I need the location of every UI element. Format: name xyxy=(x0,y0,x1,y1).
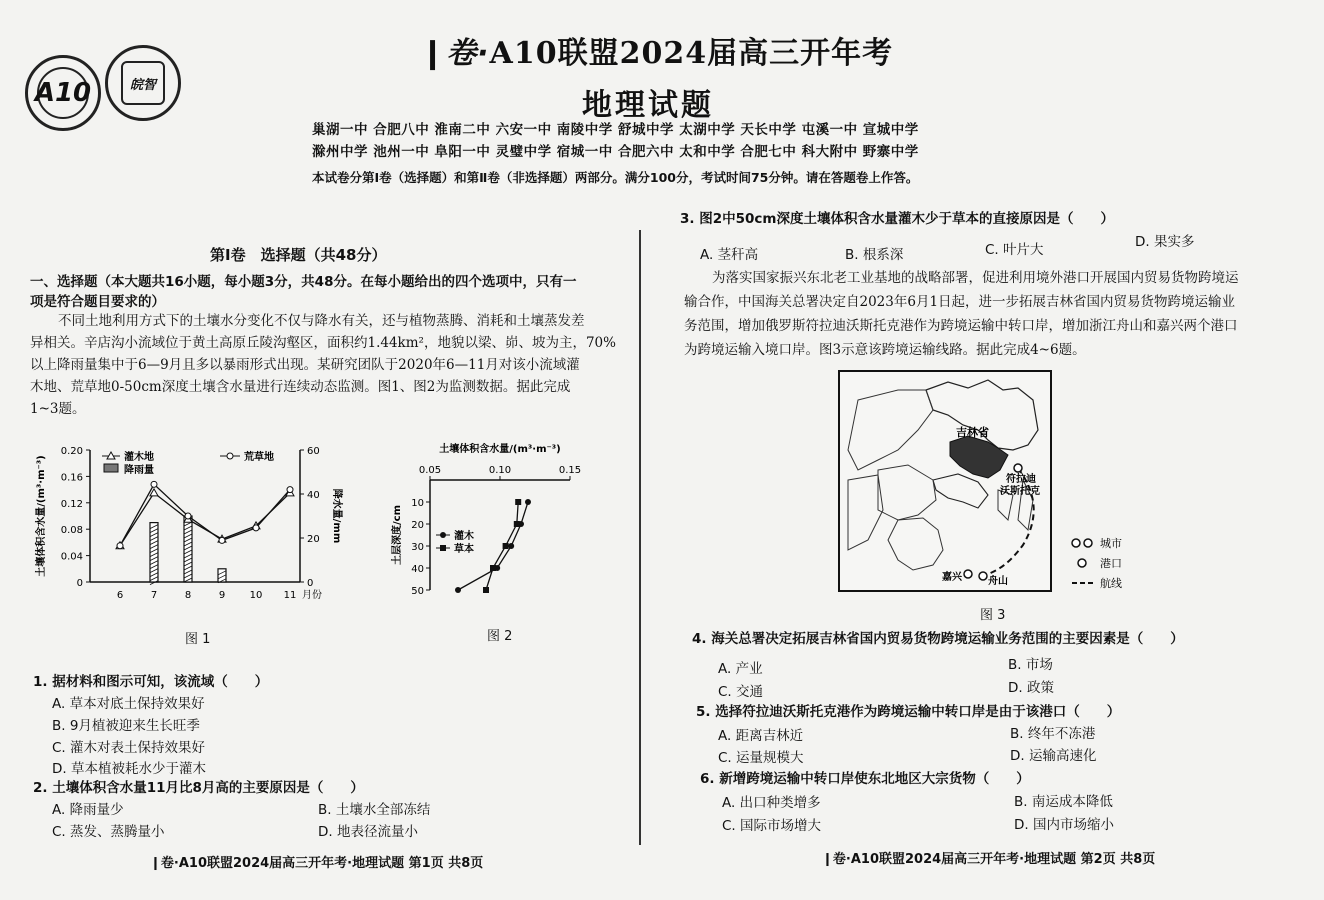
fig1-y-tick-label: 0.12 xyxy=(60,498,83,510)
fig1-point-grass xyxy=(151,481,157,487)
right-footer: ❙卷·A10联盟2024届高三开年考·地理试题 第2页 共8页 xyxy=(822,852,1156,867)
q6-option-c[interactable]: C. 国际市场增大 xyxy=(722,818,822,834)
fig1-y-tick-label: 0.16 xyxy=(60,472,83,484)
figure-1-caption: 图 1 xyxy=(185,632,211,647)
jiaxing-label: 嘉兴 xyxy=(942,572,962,583)
fig1-legend-shrub-label: 灌木地 xyxy=(124,452,154,463)
q3-option-b[interactable]: B. 根系深 xyxy=(845,247,904,263)
fig1-y2-tick-label: 40 xyxy=(307,490,320,501)
vladivostok-label-1: 符拉迪 xyxy=(1006,474,1036,485)
fig1-point-grass xyxy=(117,543,123,549)
fig2-point-herb xyxy=(483,587,489,593)
q1-option-a[interactable]: A. 草本对底土保持效果好 xyxy=(52,696,205,712)
map-legend xyxy=(1068,533,1158,603)
fig1-legend-rain-label: 降雨量 xyxy=(124,465,154,476)
fig2-point-herb xyxy=(514,521,520,527)
fig1-x-tick-label: 11 xyxy=(283,590,297,601)
fig2-y-tick-label: 50 xyxy=(411,586,424,597)
fig1-point-grass xyxy=(253,525,259,531)
seal-right-mark: 皖智 xyxy=(121,61,165,105)
q1-option-b[interactable]: B. 9月植被迎来生长旺季 xyxy=(52,718,200,734)
q4-option-a[interactable]: A. 产业 xyxy=(718,661,763,677)
jiaxing-port-marker xyxy=(964,570,972,578)
fig2-point-herb xyxy=(503,543,509,549)
schools-row-1: 巢湖一中 合肥八中 淮南二中 六安一中 南陵中学 舒城中学 太湖中学 天长中学 屯溪一中 宣城中学 xyxy=(312,122,919,138)
fig1-x-tick-label: 8 xyxy=(184,590,192,601)
fig2-point-shrub xyxy=(525,499,531,505)
q3-option-a[interactable]: A. 茎秆高 xyxy=(700,247,759,263)
fig1-legend-rain-swatch xyxy=(104,464,118,472)
q3-option-d[interactable]: D. 果实多 xyxy=(1135,234,1195,250)
fig1-y2-tick-label: 0 xyxy=(307,578,314,589)
fig1-x-tick-label: 7 xyxy=(150,590,158,601)
question-2: 2. 土壤体积含水量11月比8月高的主要原因是（ ） xyxy=(33,780,364,796)
footer-brand-logo: ❙ xyxy=(150,856,161,871)
seal-left-mark: A10 xyxy=(37,67,89,119)
question-4: 4. 海关总署决定拓展吉林省国内贸易货物跨境运输业务范围的主要因素是（ ） xyxy=(692,631,1184,647)
fig1-legend-grass-mark xyxy=(227,453,233,459)
exam-title: ❙卷·A10联盟2024届高三开年考 xyxy=(420,36,894,71)
fig1-legend-grass-label: 荒草地 xyxy=(244,452,274,463)
fig2-y-tick-label: 20 xyxy=(411,520,424,531)
left-footer: ❙卷·A10联盟2024届高三开年考·地理试题 第1页 共8页 xyxy=(150,856,484,871)
fig2-x-tick-label: 0.05 xyxy=(418,465,442,476)
brand-logo: ❙卷· xyxy=(420,36,490,71)
q4-option-d[interactable]: D. 政策 xyxy=(1008,680,1054,696)
fig2-point-herb xyxy=(490,565,496,571)
fig2-legend-herb-label: 草本 xyxy=(454,544,474,555)
figure-3-caption: 图 3 xyxy=(980,608,1006,623)
question-6: 6. 新增跨境运输中转口岸使东北地区大宗货物（ ） xyxy=(700,771,1030,787)
fig1-y2-tick-label: 20 xyxy=(307,534,320,545)
column-divider xyxy=(639,230,641,845)
question-1: 1. 据材料和图示可知，该流域（ ） xyxy=(33,674,269,690)
fig1-series-line-1 xyxy=(120,484,290,545)
fig2-legend-herb-mark xyxy=(440,545,446,551)
legend-port-label: 港口 xyxy=(1100,557,1122,570)
fig1-x-tick-label: 9 xyxy=(218,590,226,601)
education-seal xyxy=(105,45,181,121)
figure-2-caption: 图 2 xyxy=(487,629,513,644)
fig1-y2-tick-label: 60 xyxy=(307,446,320,457)
zhoushan-label: 舟山 xyxy=(988,576,1008,587)
legend-route-label: 航线 xyxy=(1100,577,1122,590)
fig2-x-tick-label: 0.10 xyxy=(488,465,512,476)
fig1-y-tick-label: 0 xyxy=(76,578,83,589)
fig2-y-label: 土层深度/cm xyxy=(392,505,403,565)
fig1-y-label: 土壤体积含水量/(m³·m⁻³) xyxy=(36,455,47,577)
fig1-x-tick-label: 月份 xyxy=(302,590,322,601)
exam-note: 本试卷分第Ⅰ卷（选择题）和第Ⅱ卷（非选择题）两部分。满分100分，考试时间75分钟。请在答题卷上作答。 xyxy=(312,170,919,185)
q1-option-c[interactable]: C. 灌木对表土保持效果好 xyxy=(52,740,206,756)
jilin-label: 吉林省 xyxy=(956,426,989,439)
vladivostok-label-2: 沃斯托克 xyxy=(1000,486,1040,497)
legend-port-marker xyxy=(1078,559,1086,567)
fig2-y-tick-label: 40 xyxy=(411,564,424,575)
fig2-x-tick-label: 0.15 xyxy=(558,465,582,476)
fig2-legend-shrub-mark xyxy=(440,532,446,538)
fig1-y-tick-label: 0.20 xyxy=(60,446,83,457)
fig1-point-grass xyxy=(219,537,225,543)
fig1-x-tick-label: 10 xyxy=(249,590,263,601)
q5-option-a[interactable]: A. 距离吉林近 xyxy=(718,728,804,744)
figure-1-chart xyxy=(30,430,375,645)
fig2-y-tick-label: 30 xyxy=(411,542,424,553)
fig1-y2-label: 降水量/mm xyxy=(331,488,342,544)
subject-title: 地理试题 xyxy=(582,88,714,123)
footer-brand-logo-2: ❙ xyxy=(822,852,833,867)
fig1-y-tick-label: 0.04 xyxy=(60,551,83,563)
legend-city-marker-2 xyxy=(1084,539,1092,547)
schools-row-2: 滁州中学 池州一中 阜阳一中 灵璧中学 宿城一中 合肥六中 太和中学 合肥七中 科大附中 野寨中学 xyxy=(312,144,919,160)
legend-city-label: 城市 xyxy=(1100,537,1122,550)
q2-option-d[interactable]: D. 地表径流量小 xyxy=(318,824,418,840)
vladivostok-port-marker xyxy=(1014,464,1022,472)
fig1-point-grass xyxy=(287,487,293,493)
q5-option-b[interactable]: B. 终年不冻港 xyxy=(1010,726,1096,742)
fig2-legend-shrub-label: 灌木 xyxy=(454,531,474,542)
q2-option-c[interactable]: C. 蒸发、蒸腾量小 xyxy=(52,824,165,840)
fig1-point-grass xyxy=(185,513,191,519)
left-passage: 不同土地利用方式下的土壤水分变化不仅与降水有关，还与植物蒸腾、消耗和土壤蒸发差 异相关。辛店沟小流域位于黄土高原丘陵沟壑区，面积约1.44km²，地貌以梁、峁、坡为主，70% 以上降雨量集中于6—9月且多以暴雨形式出现。某研究团队于2020年6—11月对该小流域灌 木地、荒草地0-50cm深度土壤含水量进行连续动态监测。图1、图2为监测数据。据此完成 1~3题。 xyxy=(30,313,616,417)
figure-2-plot xyxy=(390,442,581,597)
question-5: 5. 选择符拉迪沃斯托克港作为跨境运输中转口岸是由于该港口（ ） xyxy=(696,704,1121,720)
section-title: 第Ⅰ卷 选择题（共48分） xyxy=(210,246,387,264)
legend-city-marker xyxy=(1072,539,1080,547)
fig2-point-shrub xyxy=(508,543,514,549)
q4-option-c[interactable]: C. 交通 xyxy=(718,684,764,700)
part-heading: 一、选择题（本大题共16小题，每小题3分，共48分。在每小题给出的四个选项中，只有一 项是符合题目要求的） xyxy=(30,274,577,310)
q5-option-d[interactable]: D. 运输高速化 xyxy=(1010,748,1097,764)
zhoushan-port-marker xyxy=(979,572,987,580)
q2-option-b[interactable]: B. 土壤水全部冻结 xyxy=(318,802,431,818)
figure-1-plot xyxy=(34,446,344,601)
q6-option-b[interactable]: B. 南运成本降低 xyxy=(1014,794,1113,810)
q1-option-d[interactable]: D. 草本植被耗水少于灌木 xyxy=(52,761,206,777)
fig2-y-tick-label: 10 xyxy=(411,498,424,509)
q5-option-c[interactable]: C. 运量规模大 xyxy=(718,750,804,766)
school-union-seal xyxy=(25,55,101,131)
q2-option-a[interactable]: A. 降雨量少 xyxy=(52,802,124,818)
q4-option-b[interactable]: B. 市场 xyxy=(1008,657,1053,673)
figure-3-map xyxy=(838,370,1058,595)
fig2-point-herb xyxy=(515,499,521,505)
fig2-x-label: 土壤体积含水量/(m³·m⁻³) xyxy=(439,444,561,455)
fig1-x-tick-label: 6 xyxy=(116,590,124,601)
q3-option-c[interactable]: C. 叶片大 xyxy=(985,242,1044,258)
q6-option-d[interactable]: D. 国内市场缩小 xyxy=(1014,817,1114,833)
fig2-point-shrub xyxy=(455,587,461,593)
q6-option-a[interactable]: A. 出口种类增多 xyxy=(722,795,821,811)
figure-2-chart xyxy=(390,440,590,620)
right-passage: 为落实国家振兴东北老工业基地的战略部署，促进利用境外港口开展国内贸易货物跨境运 输合作，中国海关总署决定自2023年6月1日起，进一步拓展吉林省国内贸易货物跨境运输业 务范围，增加俄罗斯符拉迪沃斯托克港作为跨境运输中转口岸，增加浙江舟山和嘉兴两个港口 为跨境运输入境口岸。图3示意该跨境运输线路。据此完成4~6题。 xyxy=(684,270,1239,358)
question-3: 3. 图2中50cm深度土壤体积含水量灌木少于草本的直接原因是（ ） xyxy=(680,211,1114,227)
fig1-y-tick-label: 0.08 xyxy=(60,525,83,537)
